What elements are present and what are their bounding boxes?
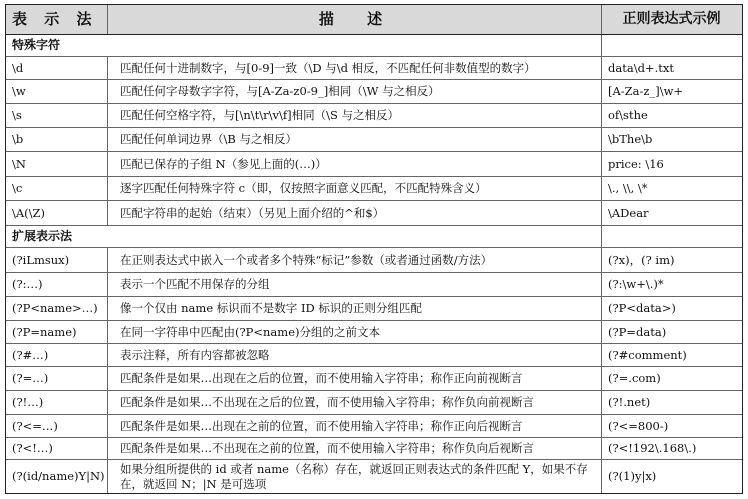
description-cell: 在正则表达式中嵌入一个或者多个特殊“标记”参数（或者通过函数/方法） [108, 248, 602, 272]
notation-cell: (?P<name>…) [6, 297, 108, 320]
example-cell: price: \16 [608, 156, 664, 171]
example-cell: (?#comment) [608, 347, 687, 362]
notation-cell: (?P=name) [6, 321, 108, 343]
description-cell: 匹配条件是如果…出现在之前的位置，而不使用输入字符串；称作正向后视断言 [108, 415, 602, 437]
table-row [6, 128, 742, 152]
notation-cell: (?iLmsux) [6, 248, 108, 272]
table-row [6, 344, 742, 367]
example-cell: (?P=data) [608, 324, 667, 339]
example-cell: (?:\w+\.)* [608, 277, 664, 291]
table-row [6, 391, 742, 415]
notation-cell: \A(\Z) [6, 201, 108, 225]
example-cell: (?x)，(? im) [608, 252, 675, 267]
notation-cell: (?!…) [6, 391, 108, 414]
header-description: 描 述 [108, 5, 602, 34]
table-row [6, 415, 742, 438]
regex-table [5, 4, 743, 494]
notation-cell: (?=…) [6, 367, 108, 390]
table-row [6, 152, 742, 177]
notation-cell: (?:…) [6, 273, 108, 296]
description-cell: 在同一字符串中匹配由(?P<name)分组的之前文本 [108, 321, 602, 343]
description-cell: 匹配条件是如果…不出现在之后的位置，而不使用输入字符串；称作负向前视断言 [108, 391, 602, 414]
notation-cell: (?<=…) [6, 415, 108, 437]
example-cell: (?<=800-) [608, 418, 669, 433]
description-cell: 匹配条件是如果…不出现在之前的位置，而不使用输入字符串；称作负向后视断言 [108, 438, 602, 459]
example-cell: (?P<data>) [608, 301, 676, 315]
notation-cell: \s [6, 104, 108, 127]
description-cell: 表示一个匹配不用保存的分组 [108, 273, 602, 296]
notation-cell: \b [6, 128, 108, 151]
table-row [6, 297, 742, 321]
notation-cell: \c [6, 177, 108, 200]
table-row [6, 80, 742, 104]
example-cell: (?=.com) [608, 371, 661, 385]
description-cell: 表示注释，所有内容都被忽略 [108, 344, 602, 366]
section-special [6, 35, 742, 57]
description-cell: 像一个仅由 name 标识而不是数字 ID 标识的正则分组匹配 [108, 297, 602, 320]
notation-cell: \N [6, 152, 108, 176]
section-title: 特殊字符 [6, 35, 602, 56]
notation-cell: \d [6, 57, 108, 79]
example-cell: \ADear [608, 205, 649, 220]
notation-cell: (?<!…) [6, 438, 108, 459]
section-title: 扩展表示法 [6, 226, 602, 247]
table-row [6, 438, 742, 460]
description-cell: 匹配已保存的子组 N（参见上面的(…)） [108, 152, 602, 176]
table-row [6, 321, 742, 344]
table-row [6, 201, 742, 226]
description-cell: 如果分组所提供的 id 或者 name（名称）存在，就返回正则表达式的条件匹配 Y，如果不存在，就返回 N；|N 是可选项 [108, 460, 602, 493]
table-row [6, 460, 742, 493]
header-example: 正则表达式示例 [622, 11, 721, 27]
description-cell: 匹配任何单词边界（\B 与之相反） [108, 128, 602, 151]
description-cell: 逐字匹配任何特殊字符 c（即，仅按照字面意义匹配，不匹配特殊含义） [108, 177, 602, 200]
example-cell: [A-Za-z_]\w+ [608, 84, 684, 98]
section-extended [6, 226, 742, 248]
example-cell: of\sthe [608, 108, 648, 122]
example-cell: \., \\, \* [608, 181, 648, 195]
example-cell: (?!.net) [608, 395, 651, 409]
table-row [6, 273, 742, 297]
example-cell: \bThe\b [608, 132, 653, 146]
description-cell: 匹配任何十进制数字，与[0-9]一致（\D 与\d 相反，不匹配任何非数值型的数字） [108, 57, 602, 79]
table-header [6, 5, 742, 35]
description-cell: 匹配字符串的起始（结束）（另见上面介绍的^和$） [108, 201, 602, 225]
description-cell: 匹配任何字母数字字符，与[A-Za-z0-9_]相同（\W 与之相反） [108, 80, 602, 103]
notation-cell: (?(id/name)Y|N) [6, 460, 108, 493]
example-cell: (?(1)y|x) [608, 469, 657, 483]
description-cell: 匹配条件是如果…出现在之后的位置，而不使用输入字符串；称作正向前视断言 [108, 367, 602, 390]
example-cell: (?<!192\.168\.) [608, 441, 697, 455]
table-row [6, 248, 742, 273]
table-row [6, 367, 742, 391]
description-cell: 匹配任何空格字符，与[\n\t\r\v\f]相同（\S 与之相反） [108, 104, 602, 127]
table-row [6, 57, 742, 80]
table-row [6, 177, 742, 201]
notation-cell: (?#…) [6, 344, 108, 366]
table-row [6, 104, 742, 128]
notation-cell: \w [6, 80, 108, 103]
example-cell: data\d+.txt [608, 60, 674, 75]
header-notation: 表 示 法 [6, 5, 108, 34]
